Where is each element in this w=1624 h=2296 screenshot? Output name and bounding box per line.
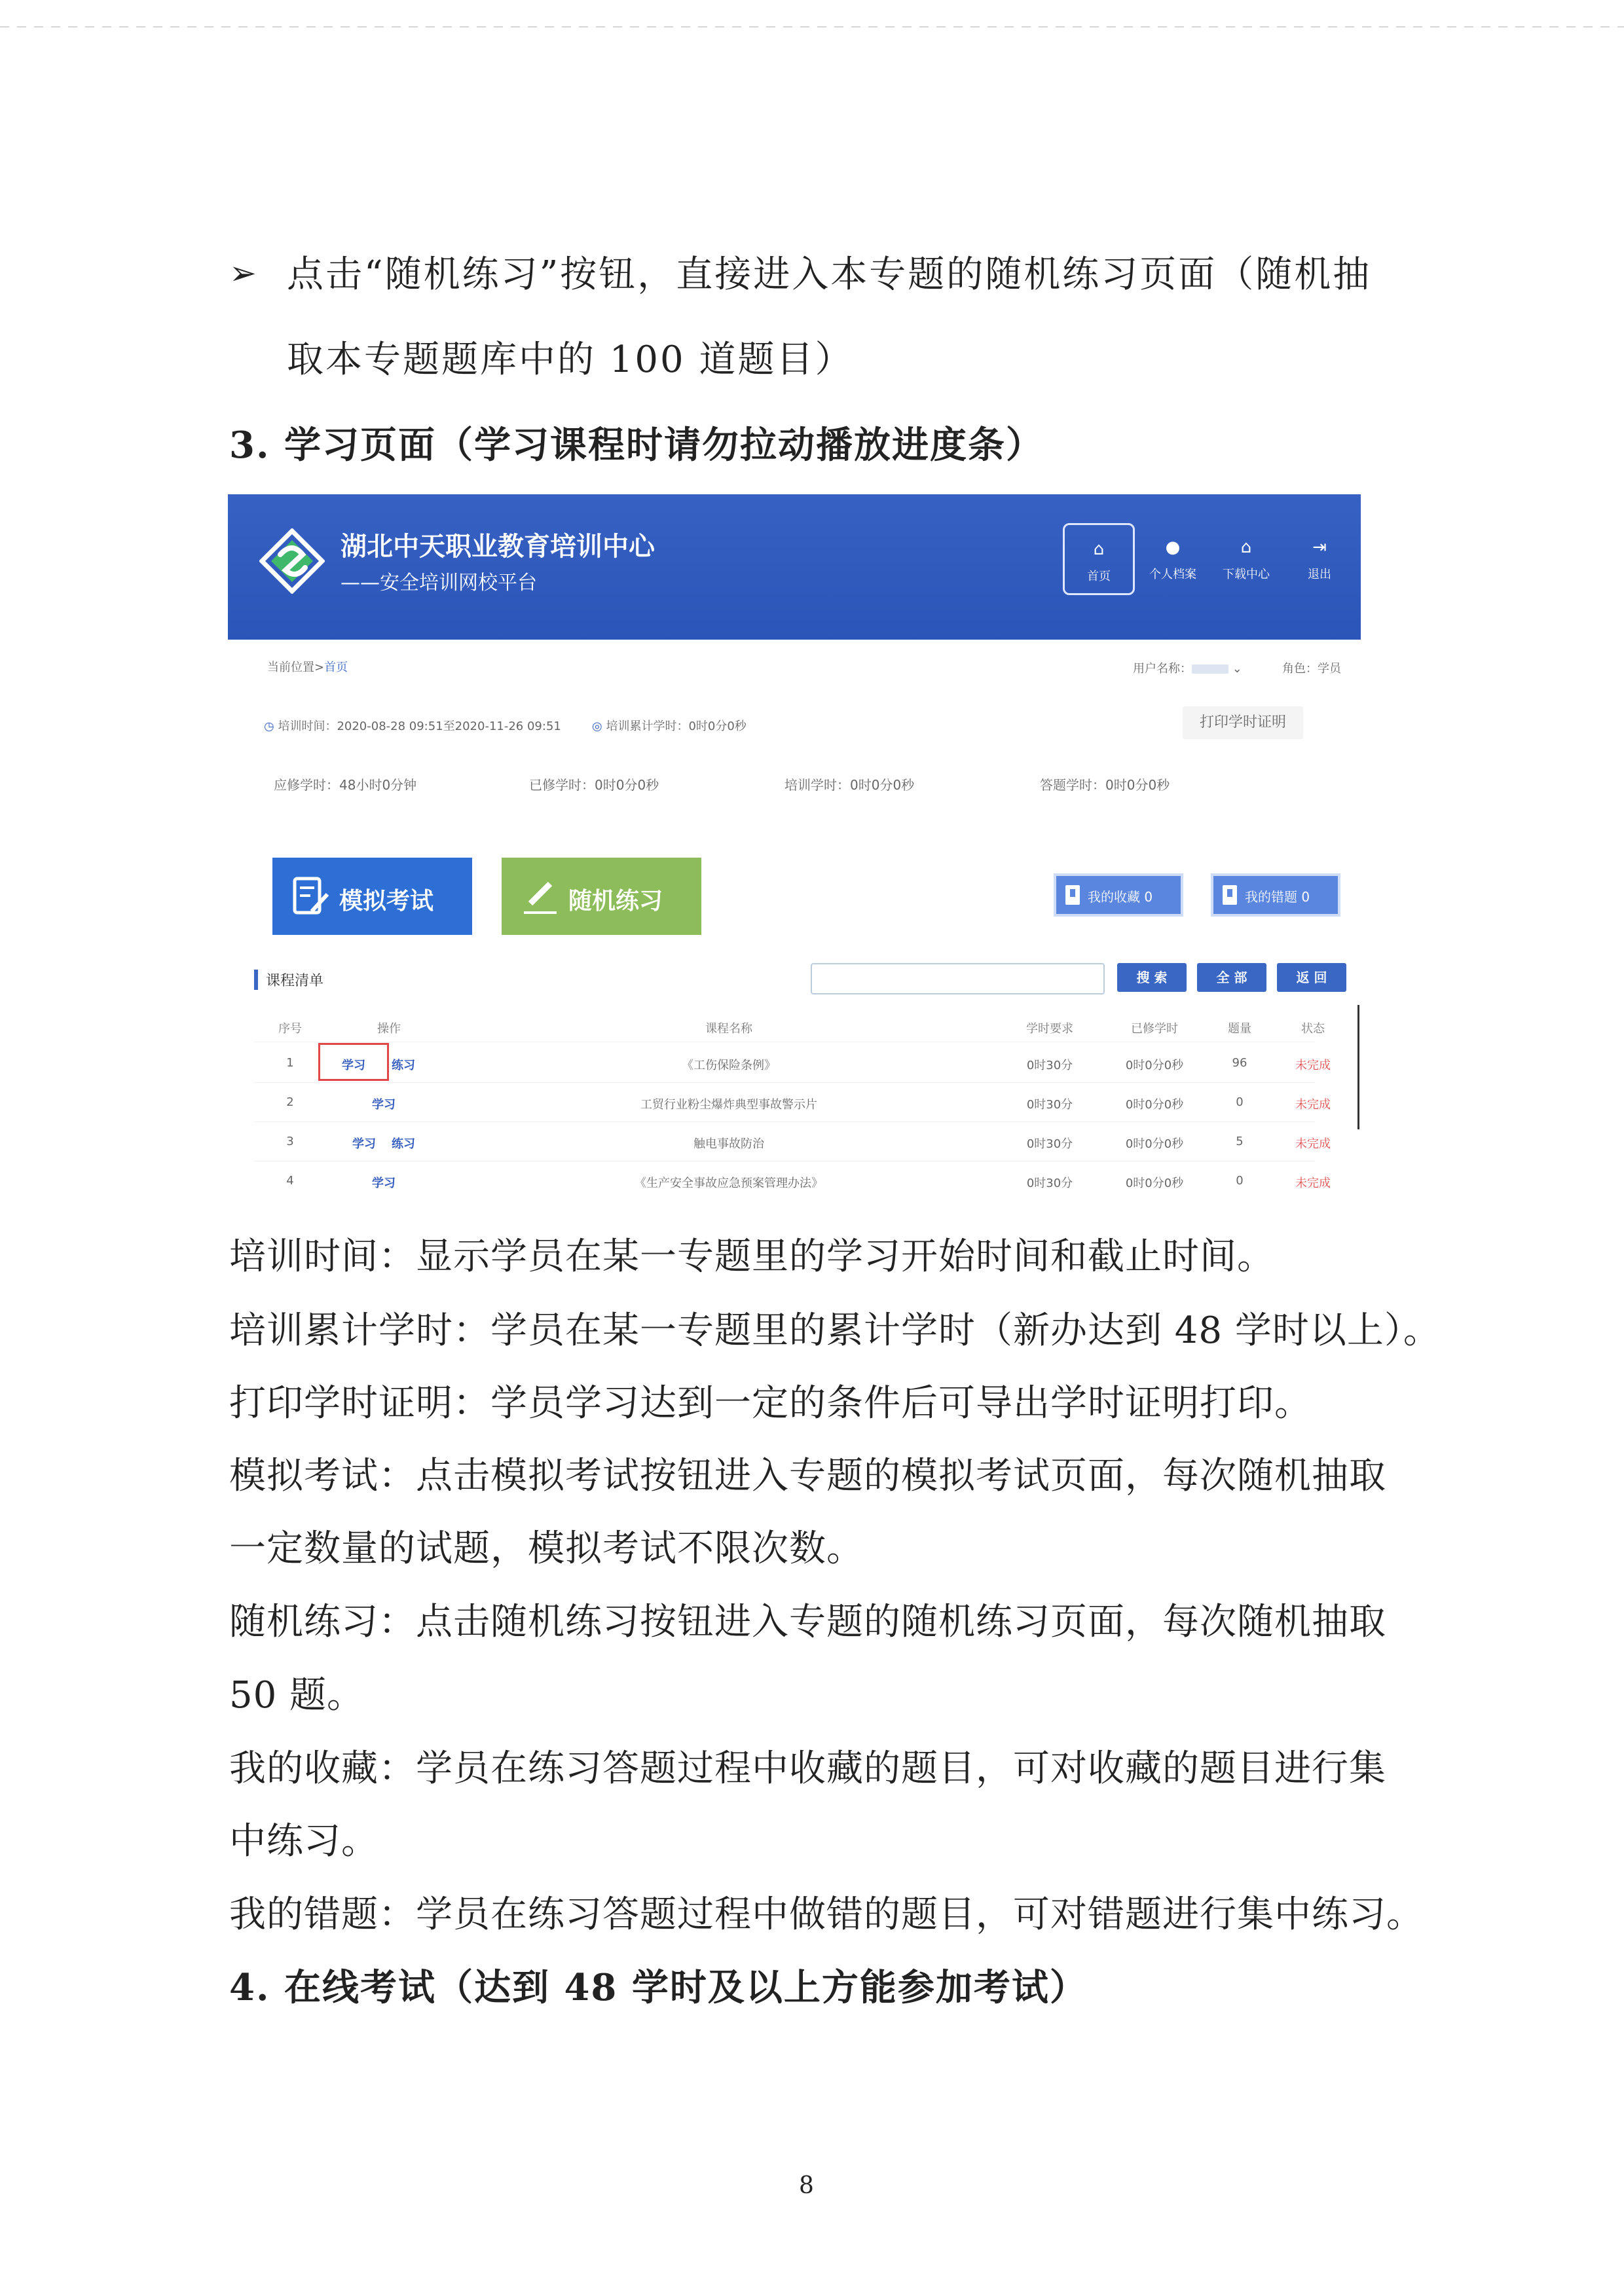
chevron-down-icon[interactable]: ⌄ (1232, 662, 1242, 676)
stat-completed: 已修学时：0时0分0秒 (529, 777, 659, 793)
row3-status: 未完成 (1295, 1137, 1331, 1151)
th-no: 序号 (278, 1022, 302, 1036)
row3-required: 0时30分 (1026, 1137, 1073, 1151)
row3-done: 0时0分0秒 (1125, 1137, 1184, 1151)
row3-practice-link[interactable]: 练习 (392, 1137, 415, 1151)
my-wrong-questions-button[interactable] (1213, 876, 1338, 914)
stat-answering: 答题学时：0时0分0秒 (1040, 777, 1170, 793)
table-scrollbar[interactable] (1357, 1005, 1359, 1129)
row2-course-name: 工贸行业粉尘爆炸典型事故警示片 (640, 1098, 817, 1112)
row4-study-link[interactable]: 学习 (372, 1176, 396, 1190)
site-logo-icon (259, 528, 325, 594)
mock-exam-label: 模拟考试 (339, 888, 434, 915)
row1-required: 0时30分 (1026, 1059, 1073, 1072)
row4-course-name: 《生产安全事故应急预案管理办法》 (635, 1176, 823, 1190)
row3-no: 3 (286, 1135, 294, 1148)
site-title: 湖北中天职业教育培训中心 (341, 532, 655, 562)
logout-icon: ⇥ (1312, 538, 1327, 557)
para-favorites-2: 中练习。 (229, 1820, 378, 1863)
bullet-text-line1: 点击“随机练习”按钮，直接进入本专题的随机练习页面（随机抽 (287, 253, 1372, 296)
row1-count: 96 (1232, 1056, 1247, 1070)
row1-status: 未完成 (1295, 1059, 1331, 1072)
row2-count: 0 (1236, 1095, 1244, 1109)
row3-study-link[interactable]: 学习 (352, 1137, 376, 1151)
para-mock-exam-1: 模拟考试：点击模拟考试按钮进入专题的模拟考试页面，每次随机抽取 (229, 1455, 1386, 1497)
nav-home[interactable] (1063, 523, 1135, 595)
nav-downloads[interactable] (1210, 523, 1282, 595)
th-status: 状态 (1301, 1022, 1325, 1036)
training-time-text: 培训时间：2020-08-28 09:51至2020-11-26 09:51 (278, 720, 561, 733)
para-wrong-questions: 我的错题：学员在练习答题过程中做错的题目，可对错题进行集中练习。 (229, 1893, 1424, 1936)
course-list-title: 课程清单 (254, 970, 323, 990)
row4-no: 4 (286, 1174, 294, 1188)
para-print-certificate: 打印学时证明：学员学习达到一定的条件后可导出学时证明打印。 (229, 1382, 1312, 1425)
row1-course-name: 《工伤保险条例》 (682, 1059, 776, 1072)
bullet-text-line2: 取本专题题库中的 100 道题目） (287, 338, 854, 381)
row4-required: 0时30分 (1026, 1176, 1073, 1190)
row4-done: 0时0分0秒 (1125, 1176, 1184, 1190)
course-search-input[interactable] (811, 963, 1105, 994)
th-completed-hours: 已修学时 (1131, 1022, 1178, 1036)
row4-count: 0 (1236, 1174, 1244, 1188)
role-label: 角色：学员 (1282, 662, 1341, 676)
user-name-label (1133, 659, 1242, 676)
my-favorites-button[interactable] (1056, 876, 1181, 914)
training-hours (592, 717, 747, 734)
home-icon: ⌂ (1093, 539, 1105, 559)
para-training-time: 培训时间：显示学员在某一专题里的学习开始时间和截止时间。 (229, 1235, 1274, 1278)
row2-study-link[interactable]: 学习 (372, 1098, 396, 1112)
study-page-screenshot (228, 494, 1361, 1205)
mock-exam-button[interactable] (272, 858, 472, 935)
download-home-icon: ⌂ (1240, 538, 1252, 557)
para-random-practice-2: 50 题。 (229, 1674, 365, 1717)
site-subtitle: ——安全培训网校平台 (341, 572, 537, 594)
search-button[interactable]: 搜 索 (1117, 963, 1187, 992)
pencil-icon (521, 876, 559, 917)
section-3-heading: 3. 学习页面（学习课程时请勿拉动播放进度条） (229, 424, 1044, 467)
hours-icon: ◎ (592, 720, 602, 733)
row1-study-link[interactable]: 学习 (342, 1059, 365, 1072)
th-required-hours: 学时要求 (1026, 1022, 1073, 1036)
clock-icon: ◷ (264, 720, 274, 733)
document-edit-icon (292, 876, 330, 917)
row1-done: 0时0分0秒 (1125, 1059, 1184, 1072)
user-icon: ● (1165, 538, 1181, 557)
nav-logout[interactable] (1283, 523, 1356, 595)
section-4-heading: 4. 在线考试（达到 48 学时及以上方能参加考试） (229, 1966, 1088, 2009)
random-practice-label: 随机练习 (568, 888, 663, 915)
scan-edge-line (0, 26, 1624, 27)
row2-done: 0时0分0秒 (1125, 1098, 1184, 1112)
random-practice-button[interactable] (502, 858, 701, 935)
row2-required: 0时30分 (1026, 1098, 1073, 1112)
show-all-button[interactable]: 全 部 (1197, 963, 1266, 992)
row4-status: 未完成 (1295, 1176, 1331, 1190)
training-time (264, 717, 561, 734)
para-training-hours: 培训累计学时：学员在某一专题里的累计学时（新办达到 48 学时以上）。 (229, 1309, 1441, 1352)
para-favorites-1: 我的收藏：学员在练习答题过程中收藏的题目，可对收藏的题目进行集 (229, 1747, 1386, 1790)
page-number: 8 (799, 2172, 814, 2199)
my-favorites-label: 我的收藏 0 (1088, 889, 1153, 905)
para-random-practice-1: 随机练习：点击随机练习按钮进入专题的随机练习页面，每次随机抽取 (229, 1601, 1386, 1643)
th-course-name: 课程名称 (705, 1022, 752, 1036)
row3-count: 5 (1236, 1135, 1244, 1148)
row2-no: 2 (286, 1095, 294, 1109)
bookmark-icon (1065, 885, 1080, 905)
stat-required: 应修学时：48小时0分钟 (274, 777, 417, 793)
nav-profile-label: 个人档案 (1149, 568, 1196, 581)
row3-course-name: 触电事故防治 (693, 1137, 764, 1151)
user-name-caption: 用户名称： (1133, 662, 1192, 676)
nav-home-label: 首页 (1087, 570, 1111, 583)
breadcrumb-home-link[interactable]: 首页 (324, 661, 348, 674)
breadcrumb-prefix: 当前位置> (267, 661, 325, 674)
site-header-banner (228, 494, 1361, 640)
th-question-count: 题量 (1228, 1022, 1251, 1036)
my-wrong-questions-label: 我的错题 0 (1245, 889, 1310, 905)
training-hours-text: 培训累计学时：0时0分0秒 (606, 720, 747, 733)
bookmark-icon (1223, 885, 1237, 905)
th-action: 操作 (377, 1022, 401, 1036)
stat-training: 培训学时：0时0分0秒 (784, 777, 915, 793)
row-divider (254, 1082, 1315, 1083)
bullet-arrow-icon: ➢ (229, 254, 257, 292)
row1-no: 1 (286, 1056, 294, 1070)
row-divider (254, 1121, 1315, 1122)
breadcrumb (267, 658, 348, 675)
user-name-redacted (1192, 665, 1228, 674)
nav-downloads-label: 下载中心 (1223, 568, 1270, 581)
print-certificate-button[interactable]: 打印学时证明 (1183, 706, 1303, 739)
row1-practice-link[interactable]: 练习 (392, 1059, 415, 1072)
nav-profile[interactable] (1137, 523, 1209, 595)
row2-status: 未完成 (1295, 1098, 1331, 1112)
para-mock-exam-2: 一定数量的试题，模拟考试不限次数。 (229, 1527, 864, 1570)
back-button[interactable]: 返 回 (1277, 963, 1346, 992)
nav-logout-label: 退出 (1308, 568, 1331, 581)
